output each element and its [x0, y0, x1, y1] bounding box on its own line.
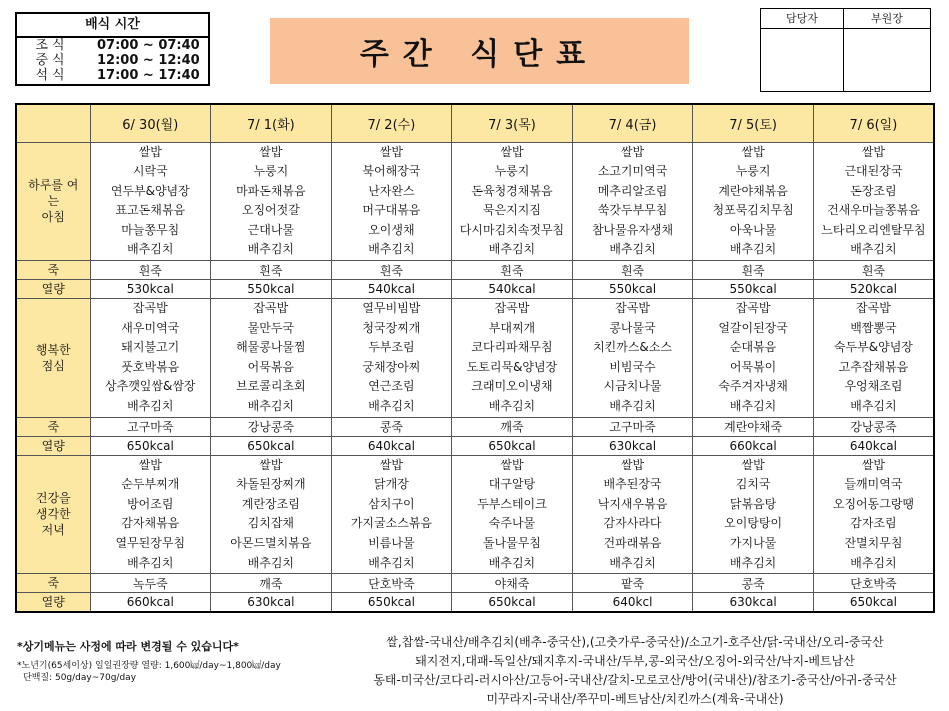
- lunch-juk-row: [16, 417, 934, 436]
- menu-item: 오징어동그랑땡: [832, 496, 915, 511]
- menu-item: 표고돈채볶음: [115, 203, 186, 218]
- porridge-cell: 흰죽: [813, 261, 934, 280]
- menu-item: 배추김치: [488, 242, 536, 257]
- menu-cell: [211, 299, 332, 418]
- menu-item: 가지나물: [729, 536, 777, 550]
- menu-item: 배추김치: [729, 242, 777, 257]
- menu-item: 궁채장아찌: [362, 359, 421, 374]
- dinner-items-row: [16, 455, 934, 574]
- day-header: 7/ 4(금): [572, 104, 693, 142]
- calorie-cell: 650kcal: [813, 593, 934, 612]
- menu-item: 아몬드멸치볶음: [230, 536, 312, 550]
- porridge-cell: 흰죽: [572, 261, 693, 280]
- menu-item: 비름나물: [368, 536, 415, 550]
- menu-item: 순대볶음: [729, 340, 777, 355]
- menu-item: 잔멸치무침: [844, 536, 903, 550]
- menu-item: 잡곡밥: [253, 301, 289, 316]
- porridge-cell: 고구마죽: [572, 417, 693, 436]
- meal-time-value: 07:00 ~ 07:40: [97, 38, 200, 53]
- menu-item: 닭볶음탕: [729, 496, 777, 511]
- calorie-cell: 540kcal: [331, 280, 452, 299]
- menu-cell: [211, 455, 332, 574]
- menu-item: 쌀밥: [138, 457, 162, 472]
- calorie-cell: 530kcal: [90, 280, 211, 299]
- porridge-cell: 계란야채죽: [693, 417, 814, 436]
- approval-slot-person: [761, 29, 844, 91]
- menu-item: 감자사라다: [603, 516, 662, 531]
- menu-cell: [452, 142, 573, 261]
- menu-item: 쌀밥: [138, 144, 162, 159]
- menu-cell: [331, 299, 452, 418]
- menu-item: 들깨미역국: [844, 477, 903, 492]
- menu-cell: [813, 299, 934, 418]
- menu-item: 감자조림: [850, 516, 897, 531]
- menu-item: 쌀밥: [861, 457, 886, 472]
- menu-item: 쌀밥: [500, 144, 524, 159]
- kcal-label: 열량: [16, 593, 90, 612]
- calorie-cell: 540kcal: [452, 280, 573, 299]
- menu-item: 쌀밥: [741, 144, 765, 159]
- approval-label-vice: 부원장: [844, 9, 930, 29]
- menu-item: 쑥갓두부무침: [597, 203, 668, 218]
- porridge-cell: 단호박죽: [331, 574, 452, 593]
- meal-time-dinner: [17, 68, 208, 83]
- calorie-cell: 630kcal: [572, 436, 693, 455]
- menu-item: 돈육청경채볶음: [471, 183, 553, 198]
- day-header: 7/ 1(화): [211, 104, 332, 142]
- porridge-cell: 야채죽: [452, 574, 573, 593]
- menu-item: 배추김치: [368, 242, 415, 257]
- menu-item: 다시마김치속젓무침: [459, 222, 565, 237]
- day-header: 7/ 3(목): [452, 104, 573, 142]
- menu-item: 계란장조림: [241, 496, 300, 511]
- menu-item: 돈장조림: [850, 183, 897, 198]
- menu-item: 숙주나물: [488, 516, 536, 531]
- calorie-cell: 640kcl: [572, 593, 693, 612]
- menu-item: 쌀밥: [741, 457, 765, 472]
- menu-item: 시금치나물: [603, 379, 662, 394]
- origin-line: 동태-미국산/코다리-러시아산/고등어-국내산/갈치-모로코산/방어(국내산)/참조기-중국산/아귀-중국산: [373, 673, 897, 687]
- approval-box: [760, 8, 931, 92]
- menu-item: 배추김치: [247, 555, 295, 570]
- calorie-cell: 550kcal: [572, 280, 693, 299]
- breakfast-kcal-row: [16, 280, 934, 299]
- menu-item: 새우미역국: [121, 320, 180, 335]
- day-header-row: [16, 104, 934, 142]
- menu-item: 순두부찌개: [121, 477, 180, 492]
- porridge-cell: 단호박죽: [813, 574, 934, 593]
- change-warning: *상기메뉴는 사정에 따라 변경될 수 있습니다*: [17, 640, 239, 653]
- menu-item: 쌀밥: [861, 144, 886, 159]
- lunch-kcal-row: [16, 436, 934, 455]
- menu-item: 고추잡채볶음: [838, 359, 909, 374]
- menu-item: 배추김치: [850, 242, 897, 257]
- calorie-cell: 650kcal: [211, 436, 332, 455]
- menu-item: 배추김치: [729, 555, 777, 570]
- day-header: 7/ 5(토): [693, 104, 814, 142]
- calorie-cell: 660kcal: [693, 436, 814, 455]
- calorie-cell: 630kcal: [211, 593, 332, 612]
- meal-time-lunch: [17, 53, 208, 68]
- menu-item: 배추김치: [247, 399, 295, 414]
- menu-item: 배추김치: [729, 399, 777, 414]
- porridge-cell: 흰죽: [211, 261, 332, 280]
- calorie-cell: 650kcal: [331, 593, 452, 612]
- calorie-cell: 520kcal: [813, 280, 934, 299]
- menu-item: 숙주겨자냉채: [718, 379, 788, 394]
- porridge-cell: 흰죽: [90, 261, 211, 280]
- menu-item: 배추김치: [609, 555, 656, 570]
- menu-item: 배추김치: [368, 399, 415, 414]
- menu-cell: [90, 455, 211, 574]
- porridge-cell: 흰죽: [452, 261, 573, 280]
- menu-item: 해물콩나물찜: [236, 340, 306, 355]
- porridge-cell: 강낭콩죽: [211, 417, 332, 436]
- menu-item: 배추김치: [609, 399, 656, 414]
- menu-item: 백짬뽕국: [850, 320, 897, 335]
- menu-item: 연근조림: [368, 379, 415, 394]
- porridge-cell: 콩죽: [331, 417, 452, 436]
- breakfast-label: 하루를 여 는 아침: [16, 142, 90, 261]
- menu-cell: [90, 142, 211, 261]
- calorie-cell: 640kcal: [813, 436, 934, 455]
- menu-item: 배추김치: [127, 399, 174, 414]
- menu-item: 두부조림: [368, 340, 415, 355]
- menu-item: 물만두국: [247, 320, 295, 335]
- menu-item: 쌀밥: [500, 457, 524, 472]
- menu-item: 부대찌개: [488, 320, 536, 335]
- menu-item: 쌀밥: [379, 144, 403, 159]
- meal-times-box: [15, 12, 210, 86]
- calorie-cell: 650kcal: [452, 593, 573, 612]
- menu-item: 오이탕탕이: [724, 516, 783, 531]
- menu-item: 어묵볶음: [247, 359, 295, 374]
- menu-cell: [572, 299, 693, 418]
- menu-item: 배추김치: [488, 399, 536, 414]
- menu-item: 크래미오이냉채: [471, 379, 553, 394]
- meal-time-value: 17:00 ~ 17:40: [97, 68, 200, 83]
- juk-label: 죽: [16, 417, 90, 436]
- menu-item: 방어조림: [127, 496, 174, 511]
- menu-cell: [452, 299, 573, 418]
- menu-item: 연두부&양념장: [110, 183, 190, 198]
- menu-item: 시락국: [132, 164, 168, 179]
- approval-label-person: 담당자: [761, 9, 844, 29]
- porridge-cell: 팥죽: [572, 574, 693, 593]
- dinner-juk-row: [16, 574, 934, 593]
- porridge-cell: 깨죽: [452, 417, 573, 436]
- menu-cell: [331, 455, 452, 574]
- menu-item: 치킨까스&소스: [593, 340, 672, 355]
- menu-item: 배추김치: [127, 555, 174, 570]
- menu-item: 열무된장무침: [115, 536, 186, 550]
- menu-item: 어묵볶이: [729, 359, 777, 374]
- menu-cell: [90, 299, 211, 418]
- kcal-label: 열량: [16, 280, 90, 299]
- menu-item: 머구대볶음: [362, 203, 421, 218]
- menu-item: 배추김치: [850, 399, 897, 414]
- menu-item: 가지굴소스볶음: [350, 516, 432, 531]
- calorie-cell: 550kcal: [693, 280, 814, 299]
- menu-item: 배추된장국: [603, 477, 662, 492]
- menu-item: 잡곡밥: [735, 301, 771, 316]
- menu-item: 닭개장: [374, 477, 409, 492]
- origin-line: 미꾸라지-국내산/쭈꾸미-베트남산/치킨까스(계육-국내산): [486, 692, 784, 706]
- menu-item: 누룽지: [735, 164, 771, 179]
- menu-item: 브로콜리초회: [236, 379, 306, 394]
- menu-item: 잡곡밥: [494, 301, 530, 316]
- menu-cell: [693, 142, 814, 261]
- origin-line: 쌀,찹쌀-국내산/배추김치(배추-중국산),(고춧가루-중국산)/소고기-호주산/닭-국내산/오리-중국산: [386, 635, 884, 649]
- calorie-cell: 660kcal: [90, 593, 211, 612]
- menu-cell: [693, 455, 814, 574]
- menu-cell: [693, 299, 814, 418]
- menu-item: 상추깻잎쌈&쌈장: [105, 379, 196, 394]
- menu-item: 느타리오리엔탈무침: [821, 222, 926, 237]
- menu-item: 쌀밥: [379, 457, 403, 472]
- breakfast-items-row: [16, 142, 934, 261]
- calorie-cell: 550kcal: [211, 280, 332, 299]
- calorie-cell: 650kcal: [90, 436, 211, 455]
- menu-item: 잡곡밥: [856, 301, 891, 316]
- menu-item: 건파래볶음: [603, 536, 662, 550]
- menu-item: 잡곡밥: [615, 301, 650, 316]
- menu-item: 난자완스: [368, 183, 415, 198]
- origin-line: 돼지전지,대패-독일산/돼지후지-국내산/두부,콩-외국산/오징어-외국산/낙지-베트남산: [415, 654, 855, 668]
- menu-item: 얼갈이된장국: [718, 320, 788, 335]
- dinner-label: 건강을 생각한 저녁: [16, 455, 90, 574]
- menu-item: 차돌된장찌개: [236, 477, 306, 492]
- menu-item: 잡곡밥: [132, 301, 168, 316]
- porridge-cell: 강낭콩죽: [813, 417, 934, 436]
- menu-item: 쌀밥: [259, 144, 283, 159]
- menu-item: 청국장찌개: [362, 320, 421, 335]
- menu-item: 쌀밥: [259, 457, 283, 472]
- menu-item: 참나물유자생채: [591, 222, 674, 237]
- porridge-cell: 고구마죽: [90, 417, 211, 436]
- menu-item: 배추김치: [609, 242, 656, 257]
- menu-item: 쌀밥: [620, 144, 645, 159]
- approval-slot-vice: [844, 29, 930, 91]
- menu-item: 풋호박볶음: [121, 359, 180, 374]
- menu-item: 김치국: [735, 477, 771, 492]
- menu-item: 아욱나물: [729, 222, 777, 237]
- menu-item: 누룽지: [494, 164, 530, 179]
- dinner-kcal-row: [16, 593, 934, 612]
- menu-cell: [572, 142, 693, 261]
- menu-item: 낙지새우볶음: [597, 496, 668, 511]
- menu-item: 마파돈채볶음: [236, 183, 306, 198]
- breakfast-juk-row: [16, 261, 934, 280]
- menu-item: 배추김치: [247, 242, 295, 257]
- menu-item: 감자채볶음: [121, 516, 180, 531]
- menu-item: 돼지불고기: [121, 340, 180, 355]
- calorie-note: *노년기(65세이상) 일일권장량 열량: 1,600㎉/day~1,800㎉/day: [17, 661, 281, 671]
- protein-note: 단백질: 50g/day~70g/day: [23, 673, 137, 683]
- meal-times-title: 배식 시간: [17, 14, 208, 38]
- menu-item: 배추김치: [368, 555, 415, 570]
- menu-item: 청포묵김치무침: [712, 203, 794, 218]
- menu-item: 쌀밥: [620, 457, 645, 472]
- meal-time-label: 중식: [35, 53, 69, 68]
- menu-item: 누룽지: [253, 164, 289, 179]
- menu-cell: [813, 455, 934, 574]
- day-header: 7/ 6(일): [813, 104, 934, 142]
- menu-item: 코다리파채무침: [471, 340, 553, 355]
- menu-cell: [331, 142, 452, 261]
- menu-item: 두부스테이크: [477, 496, 547, 511]
- menu-item: 열무비빔밥: [362, 301, 421, 316]
- juk-label: 죽: [16, 574, 90, 593]
- calorie-cell: 630kcal: [693, 593, 814, 612]
- menu-item: 마늘쫑무침: [121, 222, 180, 237]
- menu-item: 배추김치: [488, 555, 536, 570]
- meal-time-breakfast: [17, 38, 208, 53]
- menu-item: 숙두부&양념장: [833, 340, 913, 355]
- menu-item: 오이생채: [368, 222, 415, 237]
- menu-item: 돌나물무침: [482, 536, 541, 550]
- menu-item: 콩나물국: [609, 320, 656, 335]
- calorie-cell: 650kcal: [452, 436, 573, 455]
- lunch-label: 행복한 점심: [16, 299, 90, 418]
- calorie-cell: 640kcal: [331, 436, 452, 455]
- menu-item: 배추김치: [850, 555, 897, 570]
- porridge-cell: 흰죽: [331, 261, 452, 280]
- menu-item: 배추김치: [127, 242, 174, 257]
- menu-item: 삼치구이: [368, 496, 415, 511]
- kcal-label: 열량: [16, 436, 90, 455]
- menu-item: 우엉채조림: [844, 379, 903, 394]
- porridge-cell: 콩죽: [693, 574, 814, 593]
- porridge-cell: 녹두죽: [90, 574, 211, 593]
- day-header: 6/ 30(월): [90, 104, 211, 142]
- porridge-cell: 깨죽: [211, 574, 332, 593]
- page-title: 주간 식단표: [270, 18, 689, 84]
- corner-cell: [16, 104, 90, 142]
- menu-item: 김치잡채: [247, 516, 295, 531]
- menu-item: 비빔국수: [609, 359, 656, 374]
- menu-cell: [211, 142, 332, 261]
- menu-item: 건새우마늘쫑볶음: [827, 203, 920, 218]
- menu-item: 근대나물: [247, 222, 295, 237]
- menu-item: 오징어젓갈: [241, 203, 300, 218]
- menu-item: 북어해장국: [362, 164, 421, 179]
- menu-cell: [572, 455, 693, 574]
- weekly-menu-table: [15, 103, 935, 613]
- lunch-items-row: [16, 299, 934, 418]
- menu-cell: [452, 455, 573, 574]
- menu-cell: [813, 142, 934, 261]
- menu-item: 메추리알조림: [597, 183, 668, 198]
- meal-time-label: 석식: [35, 68, 69, 83]
- porridge-cell: 흰죽: [693, 261, 814, 280]
- menu-item: 소고기미역국: [597, 164, 668, 179]
- menu-item: 도토리묵&양념장: [466, 359, 558, 374]
- menu-item: 계란야채볶음: [718, 183, 788, 198]
- menu-item: 묵은지지짐: [482, 203, 541, 218]
- menu-item: 대구알탕: [488, 477, 536, 492]
- day-header: 7/ 2(수): [331, 104, 452, 142]
- juk-label: 죽: [16, 261, 90, 280]
- meal-time-label: 조식: [35, 38, 69, 53]
- meal-time-value: 12:00 ~ 12:40: [97, 53, 200, 68]
- footnotes: [17, 638, 347, 684]
- menu-item: 근대된장국: [844, 164, 903, 179]
- origin-info: [330, 633, 940, 709]
